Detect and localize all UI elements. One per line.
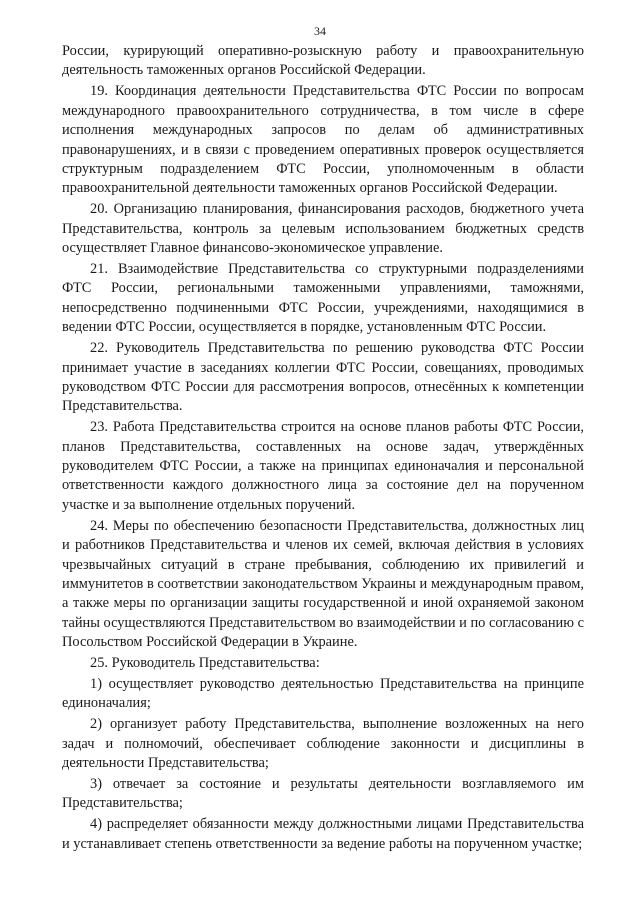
paragraph-24: 24. Меры по обеспечению безопасности Представительства, должностных лиц и работников Представительства и членов их семей, включая действия в условиях чрезвычайных ситуаций в стране пребывания, соблюдению их привилегий и иммунитетов в соответствии законодательством Украины и международным правом, а также меры по организации защиты государственной и иной охраняемой законом тайны осуществляются Представительством во взаимодействии и по согласованию с Посольством Российской Федерации в Украине. <box>62 517 584 651</box>
list-item-1: 1) осуществляет руководство деятельностью Представительства на принципе единоначалия; <box>62 676 584 712</box>
document-body <box>62 42 584 856</box>
paragraph-25: 25. Руководитель Представительства: <box>90 655 320 672</box>
paragraph-22: 22. Руководитель Представительства по решению руководства ФТС России принимает участие в заседаниях коллегии ФТС России, совещаниях, проводимых руководством ФТС России для рассмотрения вопросов, отнесённых к компетенции Представительства. <box>62 340 584 415</box>
paragraph-23: 23. Работа Представительства строится на основе планов работы ФТС России, планов Представительства, составленных на основе задач, утверждённых руководителем ФТС России, а также на принципах единоначалия и персональной ответственности каждого должностного лица за состояние дел на порученном участке и за выполнение отдельных поручений. <box>62 419 584 513</box>
page-number: 34 <box>314 24 326 38</box>
list-item-3: 3) отвечает за состояние и результаты деятельности возглавляемого им Представительства; <box>62 776 584 812</box>
list-item-4: 4) распределяет обязанности между должностными лицами Представительства и устанавливает степень ответственности за ведение работы на порученном участке; <box>62 816 584 852</box>
paragraph-21: 21. Взаимодействие Представительства со структурными подразделениями ФТС России, региональными таможенными управлениями, таможнями, непосредственно подчиненными ФТС России, учреждениями, находящимися в ведении ФТС России, осуществляется в порядке, установленным ФТС России. <box>62 260 584 336</box>
paragraph-20: 20. Организацию планирования, финансирования расходов, бюджетного учета Представительства, контроль за целевым использованием бюджетных средств осуществляет Главное финансово-экономическое управление. <box>62 201 584 257</box>
paragraph-19: 19. Координация деятельности Представительства ФТС России по вопросам международного правоохранительного сотрудничества, в том числе в сфере исполнения международных запросов по делам об административных правонарушениях, и в связи с проведением оперативных проверок осуществляется структурным подразделением ФТС России, уполномоченным в области правоохранительной деятельности таможенных органов Российской Федерации. <box>62 83 584 197</box>
list-item-2: 2) организует работу Представительства, выполнение возложенных на него задач и полномочий, обеспечивает соблюдение законности и дисциплины в деятельности Представительства; <box>62 716 584 772</box>
paragraph-continuation: России, курирующий оперативно-розыскную работу и правоохранительную деятельность таможенных органов Российской Федерации. <box>62 43 584 79</box>
